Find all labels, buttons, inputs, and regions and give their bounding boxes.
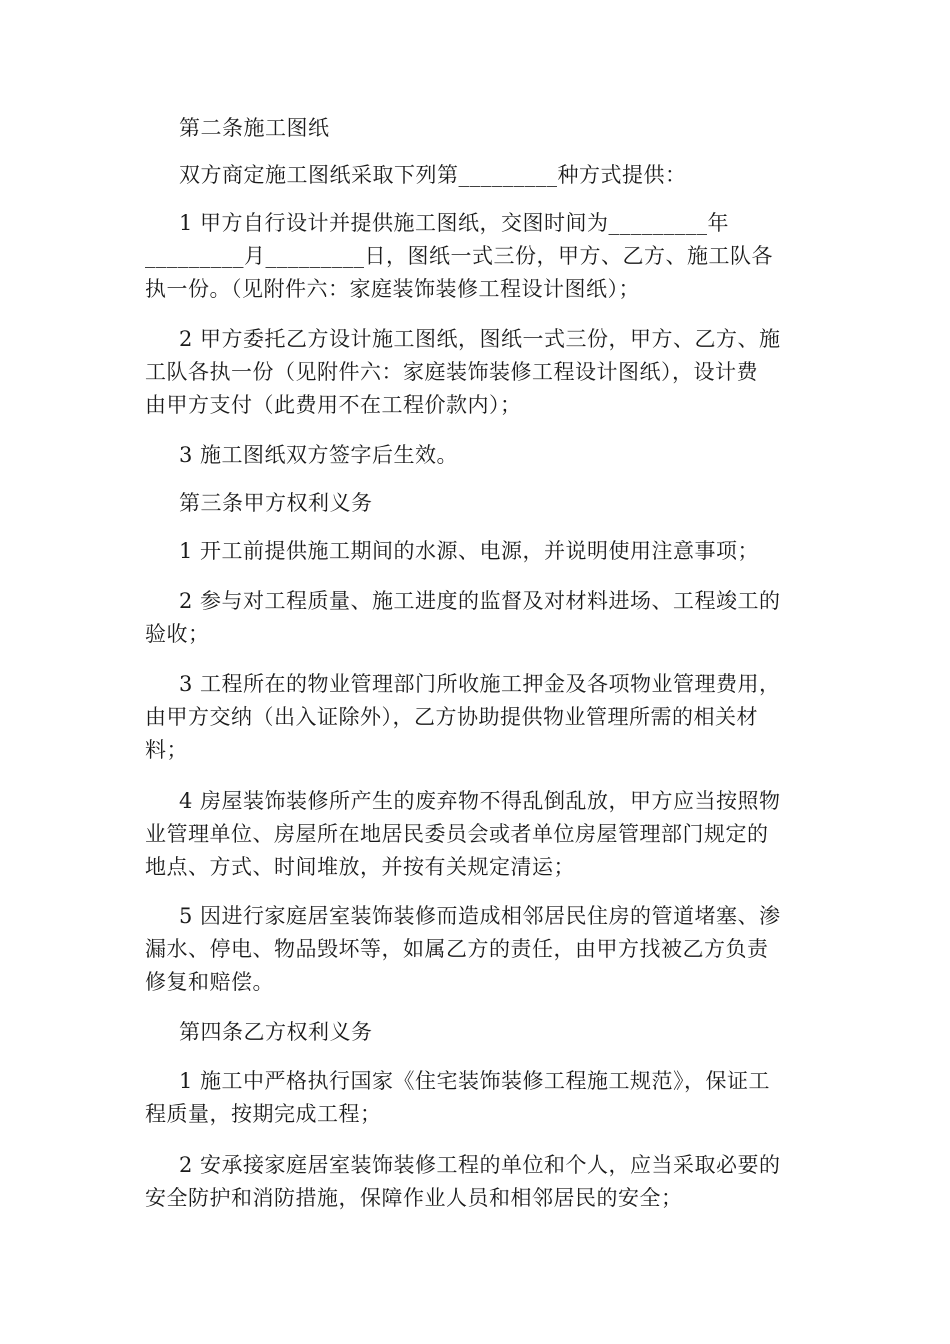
text-line: 验收； [145, 622, 210, 646]
text-line: _________月_________日，图纸一式三份，甲方、乙方、施工队各 [145, 244, 773, 268]
paragraph [145, 668, 805, 767]
text-line: 第四条乙方权利义务 [179, 1020, 373, 1044]
text-line: 第三条甲方权利义务 [179, 491, 373, 515]
paragraph [145, 323, 805, 422]
text-line: 2 甲方委托乙方设计施工图纸，图纸一式三份，甲方、乙方、施 [179, 327, 781, 351]
paragraph [145, 900, 805, 999]
text-line: 1 施工中严格执行国家《住宅装饰装修工程施工规范》，保证工 [179, 1069, 771, 1093]
text-line: 3 施工图纸双方签字后生效。 [179, 443, 459, 467]
paragraph [145, 1065, 805, 1131]
paragraph [145, 439, 805, 472]
text-line: 3 工程所在的物业管理部门所收施工押金及各项物业管理费用， [179, 672, 781, 696]
text-line: 由甲方交纳（出入证除外），乙方协助提供物业管理所需的相关材 [145, 705, 758, 729]
text-line: 1 开工前提供施工期间的水源、电源，并说明使用注意事项； [179, 539, 760, 563]
article-3-heading [145, 487, 805, 520]
text-line: 安全防护和消防措施，保障作业人员和相邻居民的安全； [145, 1186, 683, 1210]
text-line: 5 因进行家庭居室装饰装修而造成相邻居民住房的管道堵塞、渗 [179, 904, 781, 928]
text-line: 料； [145, 738, 188, 762]
text-line: 修复和赔偿。 [145, 970, 274, 994]
text-line: 工队各执一份（见附件六：家庭装饰装修工程设计图纸），设计费 [145, 360, 758, 384]
paragraph [145, 585, 805, 651]
text-line: 双方商定施工图纸采取下列第_________种方式提供： [179, 163, 687, 187]
text-line: 业管理单位、房屋所在地居民委员会或者单位房屋管理部门规定的 [145, 822, 769, 846]
text-line: 4 房屋装饰装修所产生的废弃物不得乱倒乱放，甲方应当按照物 [179, 789, 781, 813]
text-line: 2 参与对工程质量、施工进度的监督及对材料进场、工程竣工的 [179, 589, 781, 613]
text-line: 漏水、停电、物品毁坏等，如属乙方的责任，由甲方找被乙方负责 [145, 937, 769, 961]
paragraph [145, 1149, 805, 1215]
text-line: 执一份。（见附件六：家庭装饰装修工程设计图纸）； [145, 277, 640, 301]
text-line: 地点、方式、时间堆放，并按有关规定清运； [145, 855, 575, 879]
text-line: 由甲方支付（此费用不在工程价款内）； [145, 393, 522, 417]
paragraph [145, 785, 805, 884]
paragraph [145, 159, 805, 192]
text-line: 程质量，按期完成工程； [145, 1102, 382, 1126]
text-line: 2 安承接家庭居室装饰装修工程的单位和个人，应当采取必要的 [179, 1153, 781, 1177]
text-line: 1 甲方自行设计并提供施工图纸，交图时间为_________年 [179, 211, 730, 235]
text-line: 第二条施工图纸 [179, 116, 330, 140]
article-2-heading [145, 112, 805, 145]
paragraph [145, 535, 805, 568]
article-4-heading [145, 1016, 805, 1049]
paragraph [145, 207, 805, 306]
